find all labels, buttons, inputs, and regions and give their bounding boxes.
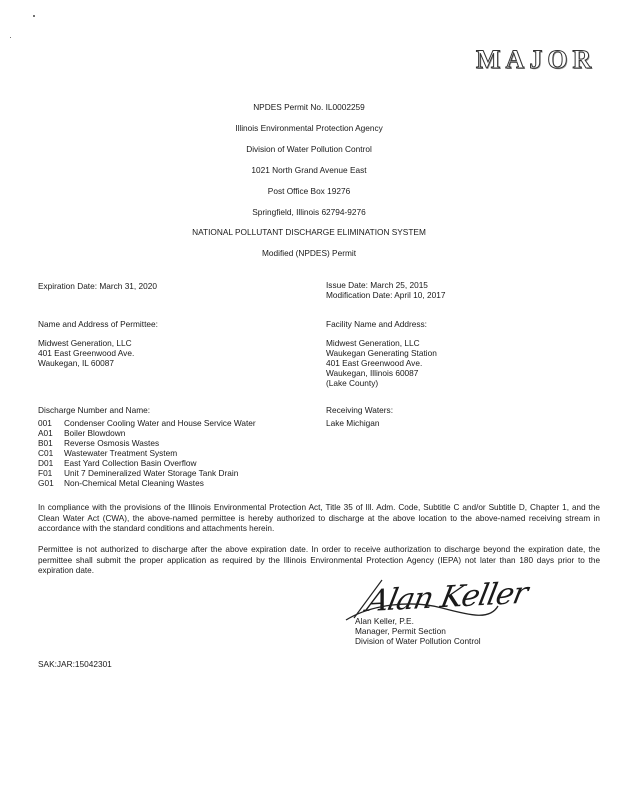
facility-line: Waukegan Generating Station: [326, 347, 437, 358]
discharge-name: Non-Chemical Metal Cleaning Wastes: [64, 477, 204, 488]
address-line-3: Springfield, Illinois 62794-9276: [252, 207, 366, 217]
agency-name: Illinois Environmental Protection Agency: [235, 123, 383, 133]
discharge-code: C01: [38, 447, 54, 458]
authorization-paragraph: Permittee is not authorized to discharge after the above expiration date. In order to receive authorization to discharge beyond the expiration date, the permittee shall submit the proper application as required by the Illinois Environmental Protection Agency (IEPA) not later than 180 days prior to the expiration date.: [38, 545, 600, 576]
discharge-code: D01: [38, 457, 54, 468]
system-title: NATIONAL POLLUTANT DISCHARGE ELIMINATION SYSTEM: [192, 227, 426, 237]
issue-dates: [326, 281, 445, 301]
signer-details: [355, 617, 481, 647]
discharge-block: [38, 406, 256, 489]
facility-line: Midwest Generation, LLC: [326, 337, 420, 348]
receiving-heading: Receiving Waters:: [326, 405, 394, 415]
modification-date: Modification Date: April 10, 2017: [326, 289, 446, 300]
receiving-block: [326, 406, 393, 429]
scan-speck: [10, 37, 11, 38]
permittee-line: Midwest Generation, LLC: [38, 337, 132, 348]
discharge-name: Boiler Blowdown: [64, 427, 126, 438]
discharge-item: [38, 479, 256, 489]
discharge-heading: Discharge Number and Name:: [38, 405, 151, 415]
discharge-name: Unit 7 Demineralized Water Storage Tank Drain: [64, 467, 239, 478]
division-name: Division of Water Pollution Control: [246, 144, 372, 154]
facility-block: [326, 320, 437, 389]
signer-division: Division of Water Pollution Control: [355, 635, 481, 646]
discharge-code: G01: [38, 477, 54, 488]
handwritten-signature: Alan Keller: [363, 575, 531, 620]
permittee-line: 401 East Greenwood Ave.: [38, 347, 135, 358]
expiration-date: Expiration Date: March 31, 2020: [38, 281, 157, 291]
facility-heading: Facility Name and Address:: [326, 319, 427, 329]
discharge-name: Condenser Cooling Water and House Service Water: [64, 417, 256, 428]
discharge-name: Wastewater Treatment System: [64, 447, 178, 458]
compliance-paragraph: In compliance with the provisions of the Illinois Environmental Protection Act, Title 35 of Ill. Adm. Code, Subtitle C and/or Subtitle D, Chapter 1, and the Clean Water Act (CWA), the above-named permittee is hereby authorized to discharge at the above location to the above-named receiving stream in accordance with the standard conditions and attachments herein.: [38, 503, 600, 534]
permittee-line: Waukegan, IL 60087: [38, 357, 114, 368]
discharge-name: Reverse Osmosis Wastes: [64, 437, 160, 448]
signer-title: Manager, Permit Section: [355, 625, 446, 636]
facility-line: (Lake County): [326, 377, 379, 388]
facility-line: Waukegan, Illinois 60087: [326, 367, 419, 378]
reference-code: SAK:JAR:15042301: [38, 659, 112, 669]
discharge-code: F01: [38, 467, 53, 478]
discharge-code: B01: [38, 437, 53, 448]
signer-name: Alan Keller, P.E.: [355, 616, 414, 626]
address-line-2: Post Office Box 19276: [267, 186, 351, 196]
address-line-1: 1021 North Grand Avenue East: [251, 165, 367, 175]
permittee-heading: Name and Address of Permittee:: [38, 319, 158, 329]
discharge-code: A01: [38, 427, 53, 438]
permit-type: Modified (NPDES) Permit: [261, 248, 357, 258]
receiving-water: Lake Michigan: [326, 417, 380, 428]
permit-number: NPDES Permit No. IL0002259: [253, 102, 365, 112]
permittee-block: [38, 320, 158, 369]
major-stamp: MAJOR: [476, 45, 597, 74]
discharge-code: 001: [38, 417, 52, 428]
discharge-name: East Yard Collection Basin Overflow: [64, 457, 197, 468]
facility-line: 401 East Greenwood Ave.: [326, 357, 423, 368]
scan-speck: [33, 15, 35, 17]
issue-date: Issue Date: March 25, 2015: [326, 280, 428, 290]
